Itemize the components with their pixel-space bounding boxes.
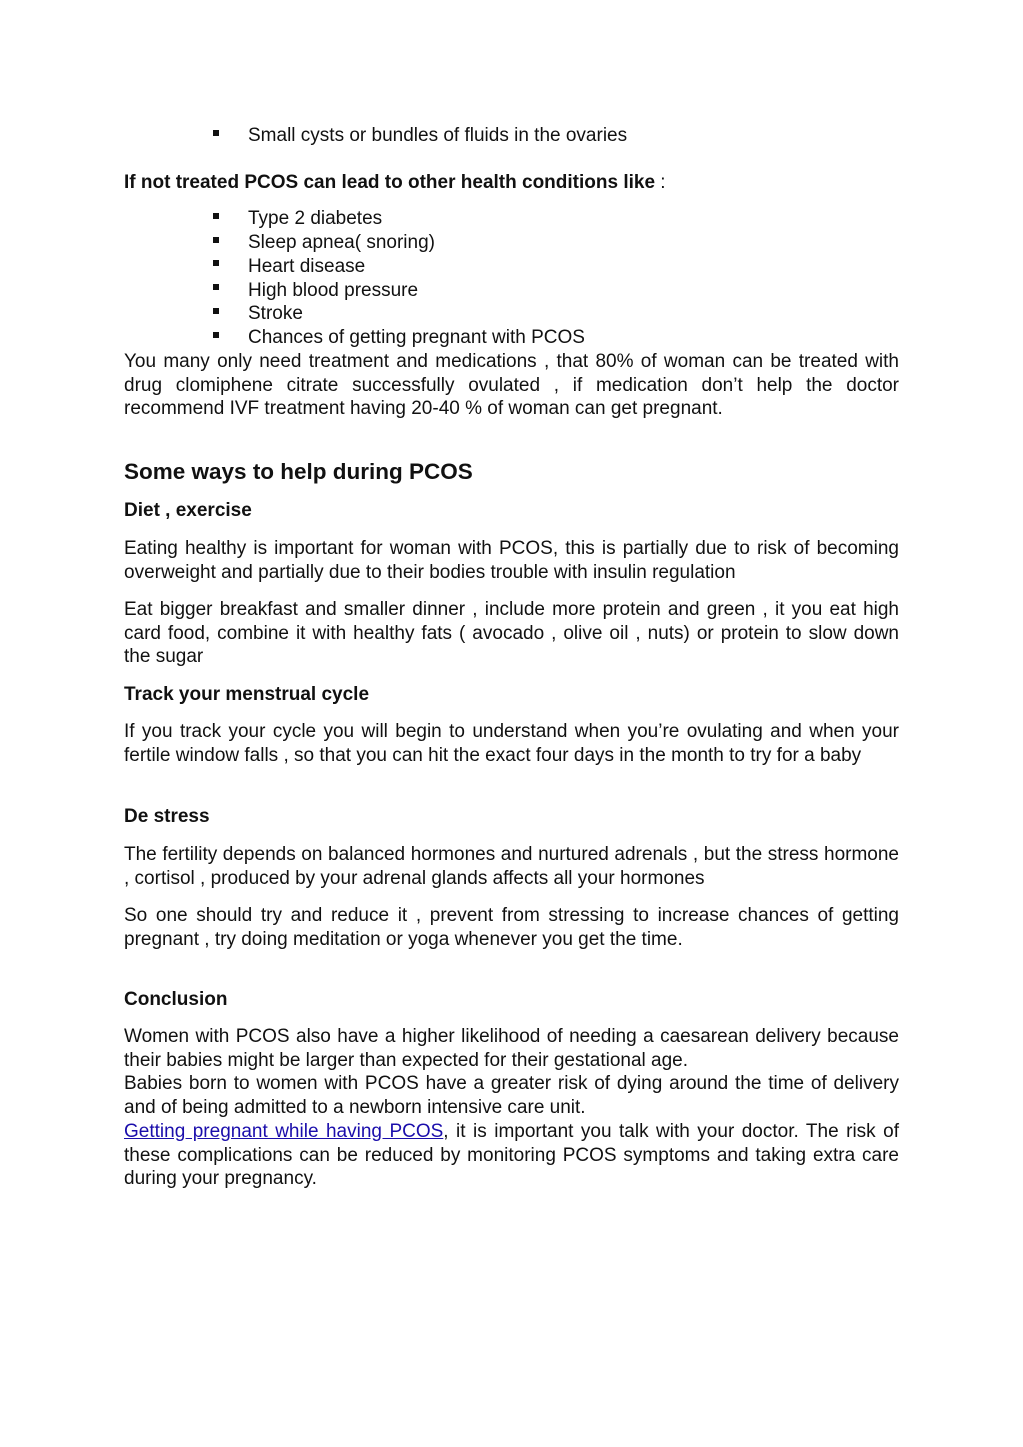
diet-heading: Diet , exercise <box>124 500 252 521</box>
list-item: Stroke <box>248 303 303 324</box>
bullet-icon <box>213 237 219 243</box>
list-item: High blood pressure <box>248 280 419 301</box>
conclusion-paragraph-1: Women with PCOS also have a higher likelihood of needing a caesarean delivery because their babies might be larger than expected for their gestational age. <box>124 1026 899 1071</box>
list-item: Type 2 diabetes <box>248 208 383 229</box>
bullet-icon <box>213 308 219 314</box>
getting-pregnant-link[interactable]: Getting pregnant while having PCOS <box>124 1121 444 1142</box>
bullet-icon <box>213 213 219 219</box>
diet-paragraph-2: Eat bigger breakfast and smaller dinner , include more protein and green , it you eat high card food, combine it with healthy fats ( avocado , olive oil , nuts) or protein to slow down the sugar <box>124 599 899 668</box>
bullet-icon <box>213 332 219 338</box>
list-item: Heart disease <box>248 256 366 277</box>
conditions-heading-text: If not treated PCOS can lead to other health conditions like <box>124 172 656 193</box>
destress-heading: De stress <box>124 806 210 827</box>
bullet-icon <box>213 284 219 290</box>
track-paragraph: If you track your cycle you will begin to understand when you’re ovulating and when your fertile window falls , so that you can hit the exact four days in the month to try for a baby <box>124 721 899 766</box>
conclusion-paragraph-3-text: , it is important you talk with your doctor. The risk of these complications can be reduced by monitoring PCOS symptoms and taking extra care during your pregnancy. <box>124 1121 899 1190</box>
treatment-paragraph: You many only need treatment and medications , that 80% of woman can be treated with drug clomiphene citrate successfully ovulated , if medication don’t help the doctor recommend IVF treatment having 20-40 % of woman can get pregnant. <box>124 351 899 420</box>
conclusion-heading: Conclusion <box>124 989 228 1010</box>
list-item: Small cysts or bundles of fluids in the ovaries <box>248 125 628 146</box>
destress-paragraph-2: So one should try and reduce it , prevent from stressing to increase chances of getting pregnant , try doing meditation or yoga whenever you get the time. <box>124 905 899 950</box>
conclusion-paragraph-3 <box>124 1120 899 1191</box>
destress-paragraph-1: The fertility depends on balanced hormones and nurtured adrenals , but the stress hormone , cortisol , produced by your adrenal glands affects all your hormones <box>124 844 899 889</box>
conditions-heading-colon: : <box>655 172 666 193</box>
list-item: Sleep apnea( snoring) <box>248 232 435 253</box>
list-item: Chances of getting pregnant with PCOS <box>248 327 585 348</box>
track-heading: Track your menstrual cycle <box>124 684 370 705</box>
bullet-icon <box>213 130 219 136</box>
bullet-icon <box>213 260 219 266</box>
section-title: Some ways to help during PCOS <box>124 459 473 484</box>
diet-paragraph-1: Eating healthy is important for woman with PCOS, this is partially due to risk of becoming overweight and partially due to their bodies trouble with insulin regulation <box>124 538 899 583</box>
conclusion-paragraph-2: Babies born to women with PCOS have a greater risk of dying around the time of delivery and of being admitted to a newborn intensive care unit. <box>124 1073 899 1118</box>
conditions-heading <box>124 171 666 195</box>
